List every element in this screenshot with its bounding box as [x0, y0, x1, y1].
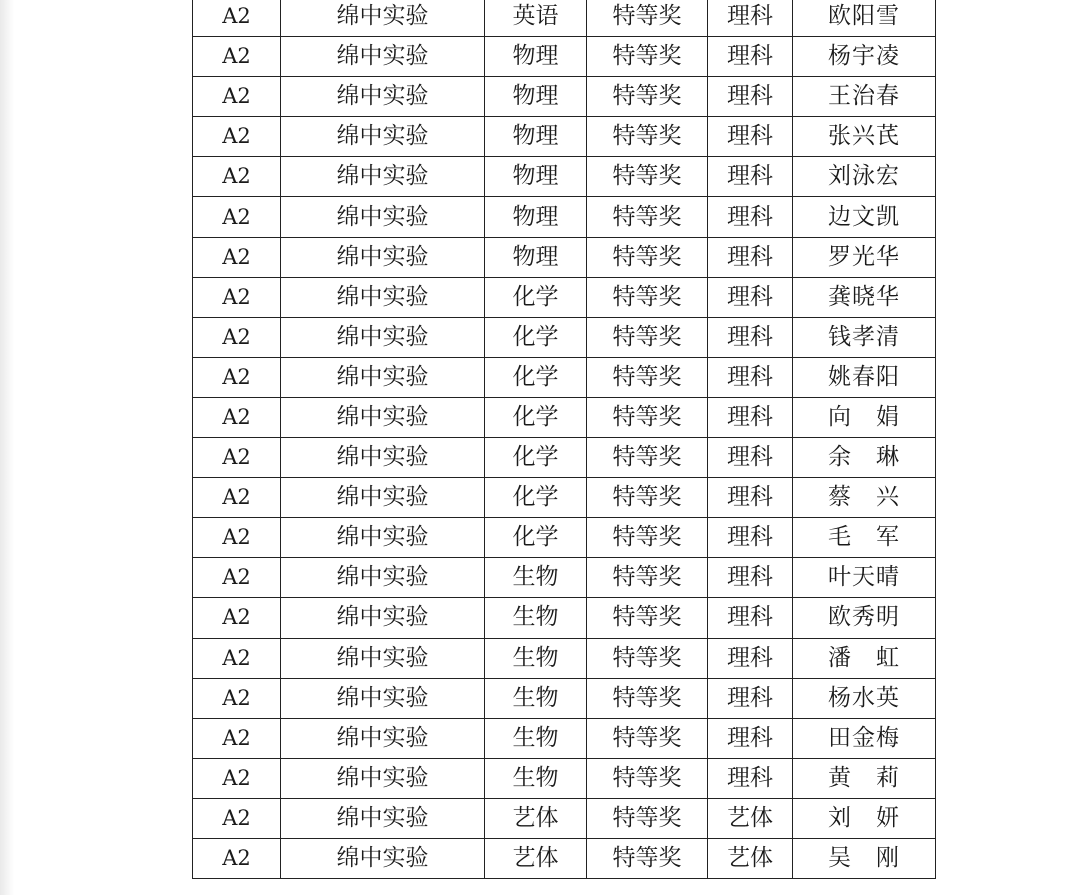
category-cell: 理科 [708, 37, 793, 77]
award-cell: 特等奖 [587, 37, 708, 77]
table-row [193, 357, 936, 397]
school-cell: 绵中实验 [281, 798, 485, 838]
name-cell: 张兴芪 [793, 117, 936, 157]
subject-cell: 化学 [485, 518, 587, 558]
name-cell: 欧秀明 [793, 598, 936, 638]
level-cell: A2 [193, 798, 281, 838]
table-row [193, 678, 936, 718]
award-table [192, 0, 936, 879]
level-cell: A2 [193, 0, 281, 37]
school-cell: 绵中实验 [281, 558, 485, 598]
subject-cell: 生物 [485, 598, 587, 638]
award-cell: 特等奖 [587, 77, 708, 117]
award-cell: 特等奖 [587, 117, 708, 157]
category-cell: 理科 [708, 558, 793, 598]
table-row [193, 518, 936, 558]
name-cell: 田金梅 [793, 718, 936, 758]
award-cell: 特等奖 [587, 197, 708, 237]
school-cell: 绵中实验 [281, 77, 485, 117]
category-cell: 理科 [708, 518, 793, 558]
award-cell: 特等奖 [587, 798, 708, 838]
award-cell: 特等奖 [587, 518, 708, 558]
subject-cell: 化学 [485, 317, 587, 357]
subject-cell: 化学 [485, 397, 587, 437]
level-cell: A2 [193, 117, 281, 157]
level-cell: A2 [193, 397, 281, 437]
subject-cell: 化学 [485, 438, 587, 478]
award-cell: 特等奖 [587, 598, 708, 638]
table-row [193, 317, 936, 357]
school-cell: 绵中实验 [281, 37, 485, 77]
award-cell: 特等奖 [587, 638, 708, 678]
level-cell: A2 [193, 718, 281, 758]
category-cell: 理科 [708, 638, 793, 678]
subject-cell: 生物 [485, 718, 587, 758]
school-cell: 绵中实验 [281, 397, 485, 437]
award-cell: 特等奖 [587, 478, 708, 518]
subject-cell: 物理 [485, 157, 587, 197]
level-cell: A2 [193, 598, 281, 638]
subject-cell: 生物 [485, 558, 587, 598]
level-cell: A2 [193, 357, 281, 397]
category-cell: 理科 [708, 678, 793, 718]
category-cell: 理科 [708, 277, 793, 317]
name-cell: 姚春阳 [793, 357, 936, 397]
award-cell: 特等奖 [587, 237, 708, 277]
name-cell: 龚晓华 [793, 277, 936, 317]
level-cell: A2 [193, 518, 281, 558]
category-cell: 理科 [708, 758, 793, 798]
table-row [193, 718, 936, 758]
subject-cell: 物理 [485, 117, 587, 157]
subject-cell: 艺体 [485, 798, 587, 838]
award-cell: 特等奖 [587, 157, 708, 197]
table-row [193, 157, 936, 197]
subject-cell: 艺体 [485, 838, 587, 878]
award-cell: 特等奖 [587, 678, 708, 718]
level-cell: A2 [193, 277, 281, 317]
award-cell: 特等奖 [587, 558, 708, 598]
category-cell: 艺体 [708, 798, 793, 838]
subject-cell: 物理 [485, 77, 587, 117]
name-cell: 向 娟 [793, 397, 936, 437]
level-cell: A2 [193, 678, 281, 718]
name-cell: 杨宇凌 [793, 37, 936, 77]
school-cell: 绵中实验 [281, 678, 485, 718]
level-cell: A2 [193, 478, 281, 518]
subject-cell: 生物 [485, 638, 587, 678]
school-cell: 绵中实验 [281, 237, 485, 277]
category-cell: 理科 [708, 317, 793, 357]
name-cell: 欧阳雪 [793, 0, 936, 37]
level-cell: A2 [193, 37, 281, 77]
name-cell: 毛 军 [793, 518, 936, 558]
table-row [193, 117, 936, 157]
award-cell: 特等奖 [587, 438, 708, 478]
school-cell: 绵中实验 [281, 0, 485, 37]
award-cell: 特等奖 [587, 317, 708, 357]
subject-cell: 物理 [485, 197, 587, 237]
award-cell: 特等奖 [587, 397, 708, 437]
school-cell: 绵中实验 [281, 838, 485, 878]
name-cell: 罗光华 [793, 237, 936, 277]
subject-cell: 英语 [485, 0, 587, 37]
school-cell: 绵中实验 [281, 718, 485, 758]
category-cell: 理科 [708, 478, 793, 518]
table-row [193, 77, 936, 117]
level-cell: A2 [193, 638, 281, 678]
category-cell: 理科 [708, 598, 793, 638]
category-cell: 艺体 [708, 838, 793, 878]
category-cell: 理科 [708, 237, 793, 277]
table-row [193, 438, 936, 478]
school-cell: 绵中实验 [281, 277, 485, 317]
name-cell: 杨水英 [793, 678, 936, 718]
category-cell: 理科 [708, 197, 793, 237]
name-cell: 刘 妍 [793, 798, 936, 838]
table-row [193, 197, 936, 237]
table-row [193, 277, 936, 317]
category-cell: 理科 [708, 357, 793, 397]
school-cell: 绵中实验 [281, 758, 485, 798]
table-row [193, 638, 936, 678]
school-cell: 绵中实验 [281, 478, 485, 518]
level-cell: A2 [193, 838, 281, 878]
table-row [193, 598, 936, 638]
level-cell: A2 [193, 317, 281, 357]
award-cell: 特等奖 [587, 357, 708, 397]
level-cell: A2 [193, 157, 281, 197]
category-cell: 理科 [708, 0, 793, 37]
level-cell: A2 [193, 77, 281, 117]
category-cell: 理科 [708, 438, 793, 478]
name-cell: 余 琳 [793, 438, 936, 478]
school-cell: 绵中实验 [281, 317, 485, 357]
name-cell: 王治春 [793, 77, 936, 117]
award-cell: 特等奖 [587, 277, 708, 317]
school-cell: 绵中实验 [281, 117, 485, 157]
table-row [193, 798, 936, 838]
award-cell: 特等奖 [587, 0, 708, 37]
category-cell: 理科 [708, 117, 793, 157]
award-cell: 特等奖 [587, 758, 708, 798]
table-row [193, 37, 936, 77]
table-row [193, 237, 936, 277]
subject-cell: 化学 [485, 478, 587, 518]
school-cell: 绵中实验 [281, 438, 485, 478]
category-cell: 理科 [708, 397, 793, 437]
table-row [193, 838, 936, 878]
subject-cell: 物理 [485, 37, 587, 77]
name-cell: 边文凯 [793, 197, 936, 237]
name-cell: 蔡 兴 [793, 478, 936, 518]
table-row [193, 758, 936, 798]
subject-cell: 化学 [485, 357, 587, 397]
school-cell: 绵中实验 [281, 518, 485, 558]
school-cell: 绵中实验 [281, 157, 485, 197]
category-cell: 理科 [708, 718, 793, 758]
name-cell: 钱孝清 [793, 317, 936, 357]
subject-cell: 化学 [485, 277, 587, 317]
level-cell: A2 [193, 237, 281, 277]
school-cell: 绵中实验 [281, 357, 485, 397]
page-edge-shadow [0, 0, 14, 895]
subject-cell: 生物 [485, 758, 587, 798]
subject-cell: 物理 [485, 237, 587, 277]
category-cell: 理科 [708, 157, 793, 197]
name-cell: 潘 虹 [793, 638, 936, 678]
school-cell: 绵中实验 [281, 638, 485, 678]
table-row [193, 478, 936, 518]
level-cell: A2 [193, 197, 281, 237]
name-cell: 叶天晴 [793, 558, 936, 598]
table-row [193, 397, 936, 437]
subject-cell: 生物 [485, 678, 587, 718]
school-cell: 绵中实验 [281, 598, 485, 638]
table-row [193, 0, 936, 37]
level-cell: A2 [193, 758, 281, 798]
level-cell: A2 [193, 438, 281, 478]
level-cell: A2 [193, 558, 281, 598]
name-cell: 黄 莉 [793, 758, 936, 798]
name-cell: 刘泳宏 [793, 157, 936, 197]
award-cell: 特等奖 [587, 718, 708, 758]
school-cell: 绵中实验 [281, 197, 485, 237]
table-row [193, 558, 936, 598]
award-cell: 特等奖 [587, 838, 708, 878]
category-cell: 理科 [708, 77, 793, 117]
award-table-body [193, 0, 936, 879]
name-cell: 吴 刚 [793, 838, 936, 878]
